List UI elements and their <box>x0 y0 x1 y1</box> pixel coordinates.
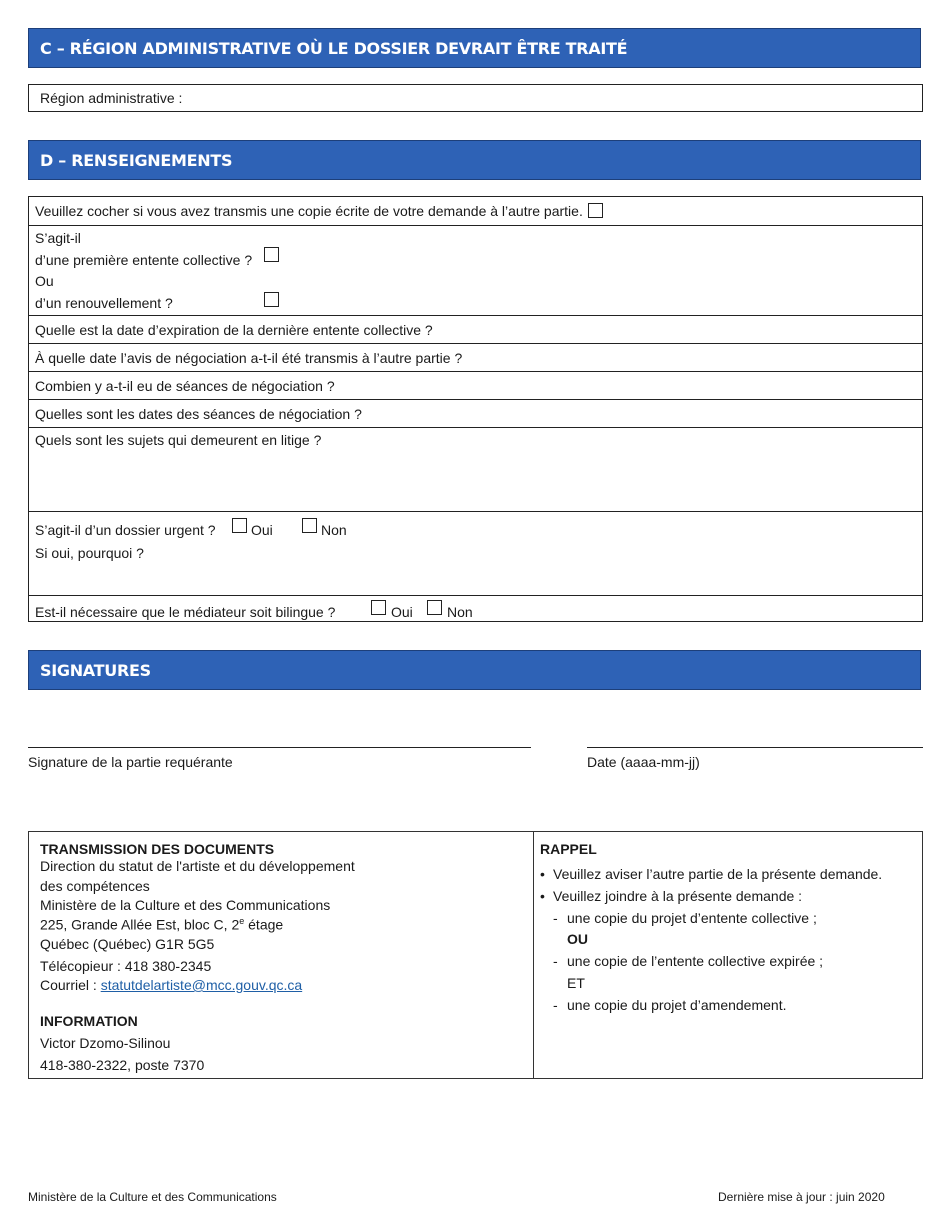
bilingue-non-checkbox[interactable] <box>427 600 442 615</box>
dash-icon: - <box>553 953 558 969</box>
sujets-row[interactable] <box>29 427 922 511</box>
email-line: Courriel : statutdelartiste@mcc.gouv.qc.ca <box>40 977 303 993</box>
urgent-non-label: Non <box>321 522 347 538</box>
ou-label: Ou <box>35 273 54 289</box>
footer-ministry: Ministère de la Culture et des Communications <box>28 1190 277 1204</box>
transmission-line3: Ministère de la Culture et des Communications <box>40 897 331 913</box>
renouvellement-label: d’un renouvellement ? <box>35 295 173 311</box>
urgent-row <box>29 511 922 595</box>
rappel-et: ET <box>567 975 585 991</box>
bilingue-row <box>29 595 922 621</box>
expiration-label: Quelle est la date d’expiration de la dernière entente collective ? <box>35 322 433 338</box>
fax-number: Télécopieur : 418 380-2345 <box>40 958 212 974</box>
bilingue-non-label: Non <box>447 604 473 620</box>
rappel-item-1: Veuillez aviser l’autre partie de la présente demande. <box>553 866 883 882</box>
dates-label: Quelles sont les dates des séances de négociation ? <box>35 406 362 422</box>
renseignements-table <box>28 196 923 622</box>
avis-row[interactable] <box>29 343 922 371</box>
premiere-checkbox[interactable] <box>264 247 279 262</box>
agreement-type-row <box>29 225 922 315</box>
pourquoi-label: Si oui, pourquoi ? <box>35 545 144 561</box>
bilingue-label: Est-il nécessaire que le médiateur soit bilingue ? <box>35 604 336 620</box>
sagit-il-label: S’agit-il <box>35 230 81 246</box>
signature-line[interactable] <box>28 747 531 748</box>
expiration-row[interactable] <box>29 315 922 343</box>
signature-label: Signature de la partie requérante <box>28 754 233 770</box>
panel-divider <box>533 832 534 1078</box>
info-panel <box>28 831 923 1079</box>
urgent-non-checkbox[interactable] <box>302 518 317 533</box>
bilingue-oui-label: Oui <box>391 604 413 620</box>
information-heading: INFORMATION <box>40 1013 138 1029</box>
footer-updated: Dernière mise à jour : juin 2020 <box>718 1190 885 1204</box>
transmission-heading: TRANSMISSION DES DOCUMENTS <box>40 841 275 857</box>
info-phone: 418-380-2322, poste 7370 <box>40 1057 205 1073</box>
date-line[interactable] <box>587 747 923 748</box>
transmission-address: 225, Grande Allée Est, bloc C, 2e étage <box>40 916 284 933</box>
rappel-heading: RAPPEL <box>540 841 597 857</box>
combien-row[interactable] <box>29 371 922 399</box>
urgent-label: S’agit-il d’un dossier urgent ? <box>35 522 216 538</box>
copy-sent-label: Veuillez cocher si vous avez transmis une copie écrite de votre demande à l’autre partie. <box>35 203 583 219</box>
transmission-line1: Direction du statut de l'artiste et du développement <box>40 858 355 874</box>
rappel-subitem-2: une copie de l’entente collective expirée ; <box>567 953 824 969</box>
urgent-oui-checkbox[interactable] <box>232 518 247 533</box>
bilingue-oui-checkbox[interactable] <box>371 600 386 615</box>
combien-label: Combien y a-t-il eu de séances de négociation ? <box>35 378 335 394</box>
dash-icon: - <box>553 910 558 926</box>
dates-row[interactable] <box>29 399 922 427</box>
rappel-ou: OU <box>567 931 588 947</box>
date-label: Date (aaaa-mm-jj) <box>587 754 700 770</box>
renouvellement-checkbox[interactable] <box>264 292 279 307</box>
copy-sent-row <box>29 197 922 225</box>
premiere-label: d’une première entente collective ? <box>35 252 253 268</box>
signatures-header: SIGNATURES <box>28 650 921 690</box>
transmission-line2: des compétences <box>40 878 150 894</box>
copy-sent-checkbox[interactable] <box>588 203 603 218</box>
email-link[interactable]: statutdelartiste@mcc.gouv.qc.ca <box>100 977 303 993</box>
urgent-oui-label: Oui <box>251 522 273 538</box>
transmission-city: Québec (Québec) G1R 5G5 <box>40 936 215 952</box>
rappel-bullet-icon: • <box>540 888 545 904</box>
dash-icon: - <box>553 997 558 1013</box>
region-field[interactable] <box>28 84 923 112</box>
rappel-subitem-3: une copie du projet d’amendement. <box>567 997 787 1013</box>
section-c-header: C – RÉGION ADMINISTRATIVE OÙ LE DOSSIER DEVRAIT ÊTRE TRAITÉ <box>28 28 921 68</box>
rappel-bullet-icon: • <box>540 866 545 882</box>
rappel-subitem-1: une copie du projet d’entente collective ; <box>567 910 817 926</box>
rappel-item-2: Veuillez joindre à la présente demande : <box>553 888 803 904</box>
sujets-label: Quels sont les sujets qui demeurent en litige ? <box>35 432 322 448</box>
info-name: Victor Dzomo-Silinou <box>40 1035 171 1051</box>
section-d-header: D – RENSEIGNEMENTS <box>28 140 921 180</box>
avis-label: À quelle date l’avis de négociation a-t-il été transmis à l’autre partie ? <box>35 350 463 366</box>
region-label: Région administrative : <box>40 90 183 106</box>
